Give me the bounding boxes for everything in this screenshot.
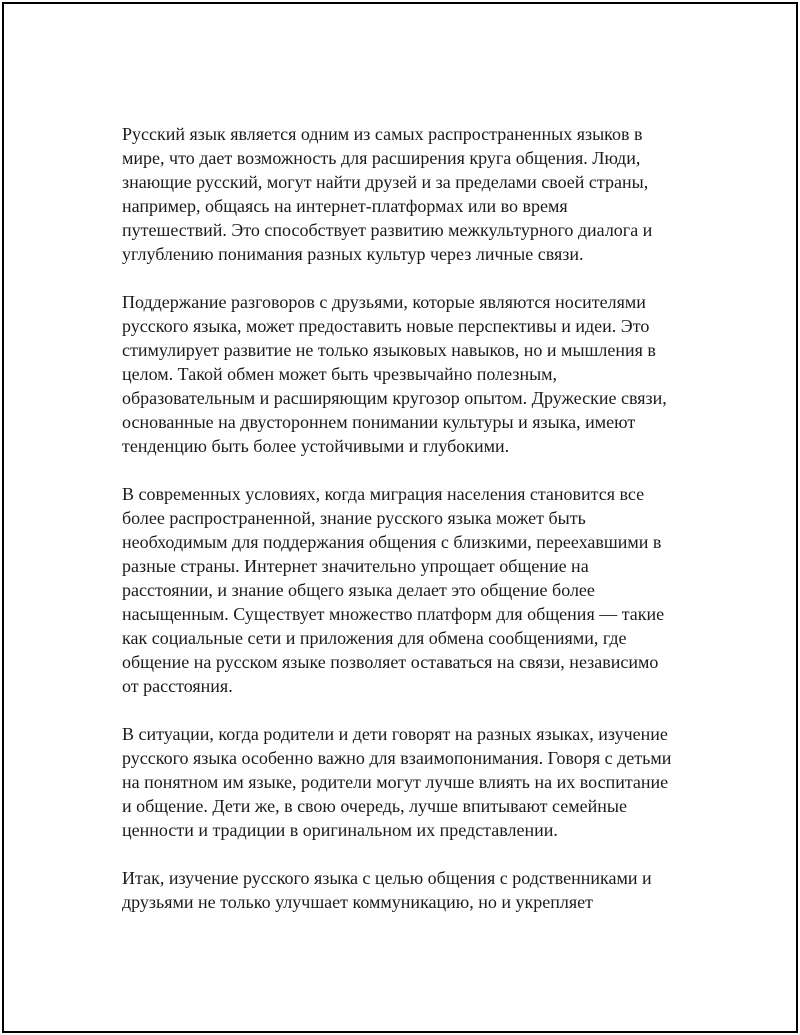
text-line: например, общаясь на интернет-платформах или во время [122,196,568,216]
text-line: В ситуации, когда родители и дети говорят на разных языках, изучение [122,724,668,744]
text-line: насыщенным. Существует множество платформ для общения — такие [122,604,665,624]
text-line: общение на русском языке позволяет оставаться на связи, независимо [122,652,659,672]
text-line: более распространенной, знание русского языка может быть [122,508,586,528]
paragraph-4 [122,722,692,842]
text-line: Поддержание разговоров с друзьями, которые являются носителями [122,292,646,312]
text-line: необходимым для поддержания общения с близкими, переехавшими в [122,532,662,552]
text-line: расстоянии, и знание общего языка делает это общение более [122,580,595,600]
text-line: и общение. Дети же, в свою очередь, лучше впитывают семейные [122,796,627,816]
text-line: Русский язык является одним из самых распространенных языков в [122,124,643,144]
text-line: как социальные сети и приложения для обмена сообщениями, где [122,628,627,648]
text-line: путешествий. Это способствует развитию межкультурного диалога и [122,220,653,240]
text-line: В современных условиях, когда миграция населения становится все [122,484,645,504]
text-line: углублению понимания разных культур через личные связи. [122,244,584,264]
text-line: образовательным и расширяющим кругозор опытом. Дружеские связи, [122,388,667,408]
paragraph-3 [122,482,692,698]
document-body [122,122,692,938]
text-line: целом. Такой обмен может быть чрезвычайно полезным, [122,364,558,384]
text-line: русского языка, может предоставить новые перспективы и идеи. Это [122,316,650,336]
text-line: основанные на двустороннем понимании культуры и языка, имеют [122,412,636,432]
page-frame [2,2,798,1033]
text-line: на понятном им языке, родители могут лучше влиять на их воспитание [122,772,669,792]
text-line: стимулирует развитие не только языковых навыков, но и мышления в [122,340,656,360]
text-line: знающие русский, могут найти друзей и за пределами своей страны, [122,172,649,192]
text-line: мире, что дает возможность для расширения круга общения. Люди, [122,148,641,168]
paragraph-2 [122,290,692,458]
paragraph-1 [122,122,692,266]
text-line: разные страны. Интернет значительно упрощает общение на [122,556,589,576]
text-line: русского языка особенно важно для взаимопонимания. Говоря с детьми [122,748,672,768]
text-line: друзьями не только улучшает коммуникацию, но и укрепляет [122,892,593,912]
text-line: тенденцию быть более устойчивыми и глубокими. [122,436,510,456]
text-line: ценности и традиции в оригинальном их представлении. [122,820,558,840]
paragraph-5 [122,866,692,914]
text-line: от расстояния. [122,676,233,696]
text-line: Итак, изучение русского языка с целью общения с родственниками и [122,868,652,888]
